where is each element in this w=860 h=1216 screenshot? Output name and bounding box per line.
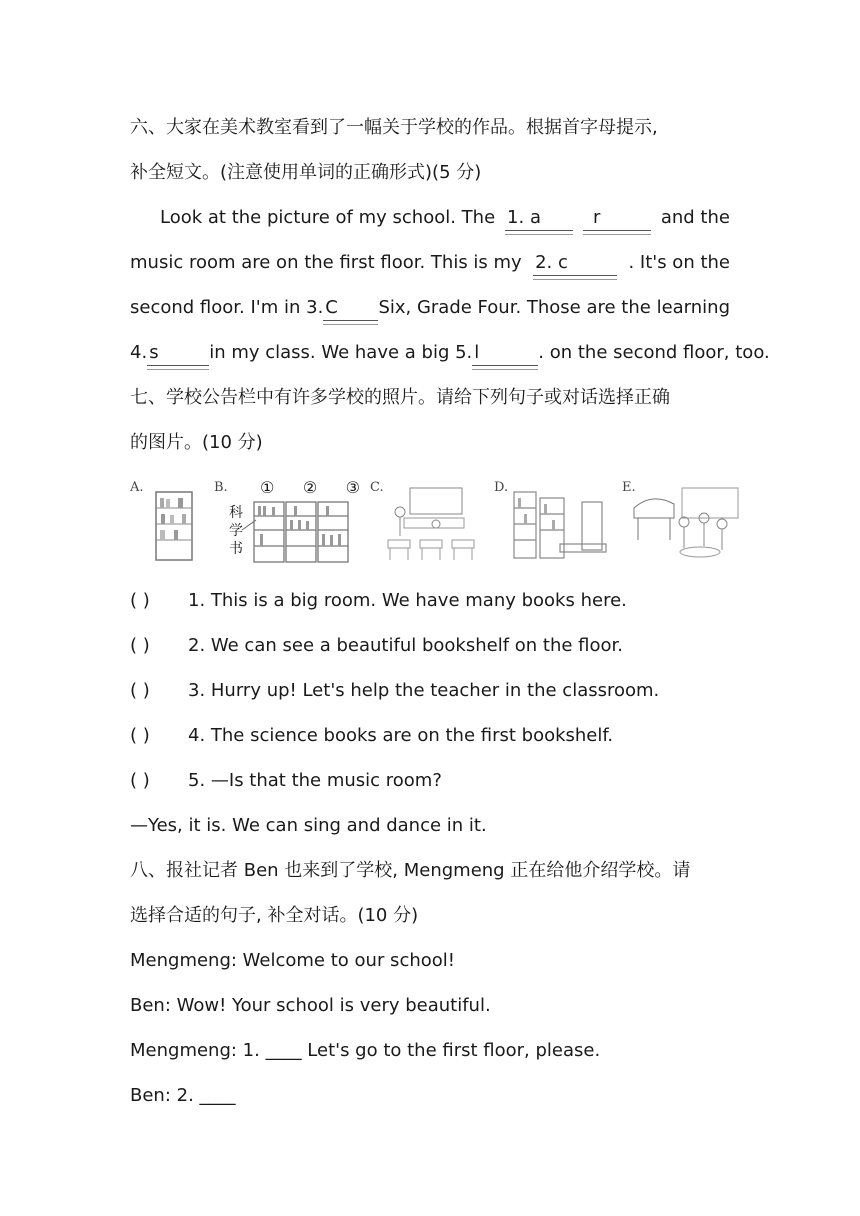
passage-text: Six, Grade Four. Those are the learning	[378, 297, 730, 318]
shelf-numbers: ① ② ③	[260, 478, 360, 497]
passage-text: music room are on the first floor. This is my	[130, 252, 522, 273]
match-item-1: ( ) 1. This is a big room. We have many books here.	[130, 590, 627, 611]
match-item-2: ( ) 2. We can see a beautiful bookshelf on the floor.	[130, 635, 623, 656]
passage-line-2	[130, 251, 730, 276]
passage-text: and the	[660, 207, 730, 228]
section-7-title-line-2: 的图片。(10 分)	[130, 432, 263, 453]
blank-2[interactable]: 2. c	[533, 251, 617, 276]
picture-d: D.	[494, 478, 614, 568]
classroom-image	[370, 478, 480, 568]
picture-options	[130, 478, 745, 568]
passage-text: second floor. I'm in 3.	[130, 297, 324, 318]
passage-line-1	[130, 206, 730, 231]
blank-4[interactable]: s	[147, 341, 209, 366]
match-item-3: ( ) 3. Hurry up! Let's help the teacher in the classroom.	[130, 680, 660, 701]
dialogue-line-2: Ben: Wow! Your school is very beautiful.	[130, 995, 491, 1016]
picture-a: A.	[130, 478, 200, 568]
section-7-title-line-1: 七、学校公告栏中有许多学校的照片。请给下列句子或对话选择正确	[130, 387, 670, 408]
blank-1b[interactable]: r	[583, 206, 651, 231]
blank-5[interactable]: l	[472, 341, 538, 366]
section-8-title-line-1: 八、报社记者 Ben 也来到了学校, Mengmeng 正在给他介绍学校。请	[130, 860, 691, 881]
library-room-image	[494, 478, 614, 568]
blank-1[interactable]: 1. a	[505, 206, 573, 231]
passage-text: Look at the picture of my school. The	[160, 207, 496, 228]
section-8-title-line-2: 选择合适的句子, 补全对话。(10 分)	[130, 905, 419, 926]
picture-c: C.	[370, 478, 480, 568]
passage-line-4: 4. s in my class. We have a big 5. l . on the second floor, too.	[130, 341, 770, 366]
science-book-label: 科 学 书	[229, 505, 243, 557]
dialogue-line-4: Ben: 2. ____	[130, 1085, 236, 1106]
passage-text: . It's on the	[628, 252, 730, 273]
section-6-title-line-2: 补全短文。(注意使用单词的正确形式)(5 分)	[130, 162, 482, 183]
picture-e: E.	[622, 478, 745, 568]
match-item-5: ( ) 5. —Is that the music room?	[130, 770, 442, 791]
blank-3[interactable]: C	[323, 296, 378, 321]
music-room-image	[622, 478, 745, 568]
dialogue-line-1: Mengmeng: Welcome to our school!	[130, 950, 455, 971]
passage-line-3	[130, 296, 730, 321]
picture-b: B. ① ② ③ 科 学 书	[214, 478, 354, 568]
match-item-4: ( ) 4. The science books are on the first bookshelf.	[130, 725, 614, 746]
match-item-5-answer: —Yes, it is. We can sing and dance in it.	[130, 815, 487, 836]
section-6-title-line-1: 六、大家在美术教室看到了一幅关于学校的作品。根据首字母提示,	[130, 117, 658, 138]
dialogue-line-3: Mengmeng: 1. ____ Let's go to the first floor, please.	[130, 1040, 601, 1061]
